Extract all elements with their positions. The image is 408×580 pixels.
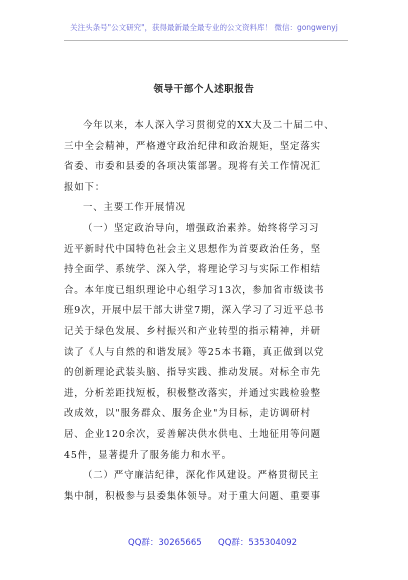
header-note: 关注头条号"公文研究"，获得最新最全最专业的公文资料库！ 微信：gongwenyj: [70, 23, 338, 32]
paragraph-line: 读了《人与自然的和谐发展》等25本书籍，真正做到以党: [64, 346, 325, 358]
qq-group-1: QQ群：30265665: [128, 538, 202, 548]
paragraph-line: 三中全会精神，严格遵守政治纪律和政治规矩，坚定落实: [64, 140, 321, 152]
paragraph-line: 近平新时代中国特色社会主义思想作为首要政治任务，坚: [64, 243, 321, 255]
header-divider: [64, 40, 348, 41]
paragraph-line: 合。本年度已组织理论中心组学习13次，参加省市级读书: [64, 284, 325, 296]
paragraph-line: 改成效，以"服务群众、服务企业"为目标，走访调研村: [64, 408, 311, 420]
paragraph-line: 居、企业120余次，妥善解决供水供电、土地征用等问题: [64, 428, 321, 440]
paragraph-line: 持全面学、系统学、深入学，将理论学习与实际工作相结: [64, 264, 321, 276]
document-body: [64, 116, 354, 507]
document-title: 领导干部个人述职报告: [153, 84, 255, 95]
paragraph-line: 进，分析差距找短板，积极整改落实，并通过实践检验整: [64, 387, 321, 399]
section-heading: 一、主要工作开展情况: [83, 202, 186, 214]
footer: [0, 536, 408, 550]
paragraph-line: 45件，显著提升了服务能力和水平。: [64, 449, 232, 461]
paragraph-line: 报如下：: [64, 181, 106, 193]
paragraph-line: 班9次，开展中层干部大讲堂7期，深入学习了习近平总书: [64, 305, 325, 317]
paragraph-line: 记关于绿色发展、乡村振兴和产业转型的指示精神，并研: [64, 325, 321, 337]
paragraph-line: 今年以来，本人深入学习贯彻党的XX大及二十届二中、: [83, 120, 335, 131]
qq-group-2: QQ群：535304092: [218, 538, 298, 548]
paragraph-line: 省委、市委和县委的各项决策部署。现将有关工作情况汇: [64, 161, 321, 173]
paragraph-line: 的创新理论武装头脑、指导实践、推动发展。对标全市先: [64, 367, 321, 379]
paragraph-line: 集中制，积极参与县委集体领导。对于重大问题、重要事: [64, 490, 321, 502]
paragraph-line: （一）坚定政治导向，增强政治素养。始终将学习习: [83, 222, 320, 234]
paragraph-line: （二）严守廉洁纪律，深化作风建设。严格贯彻民主: [83, 470, 320, 482]
